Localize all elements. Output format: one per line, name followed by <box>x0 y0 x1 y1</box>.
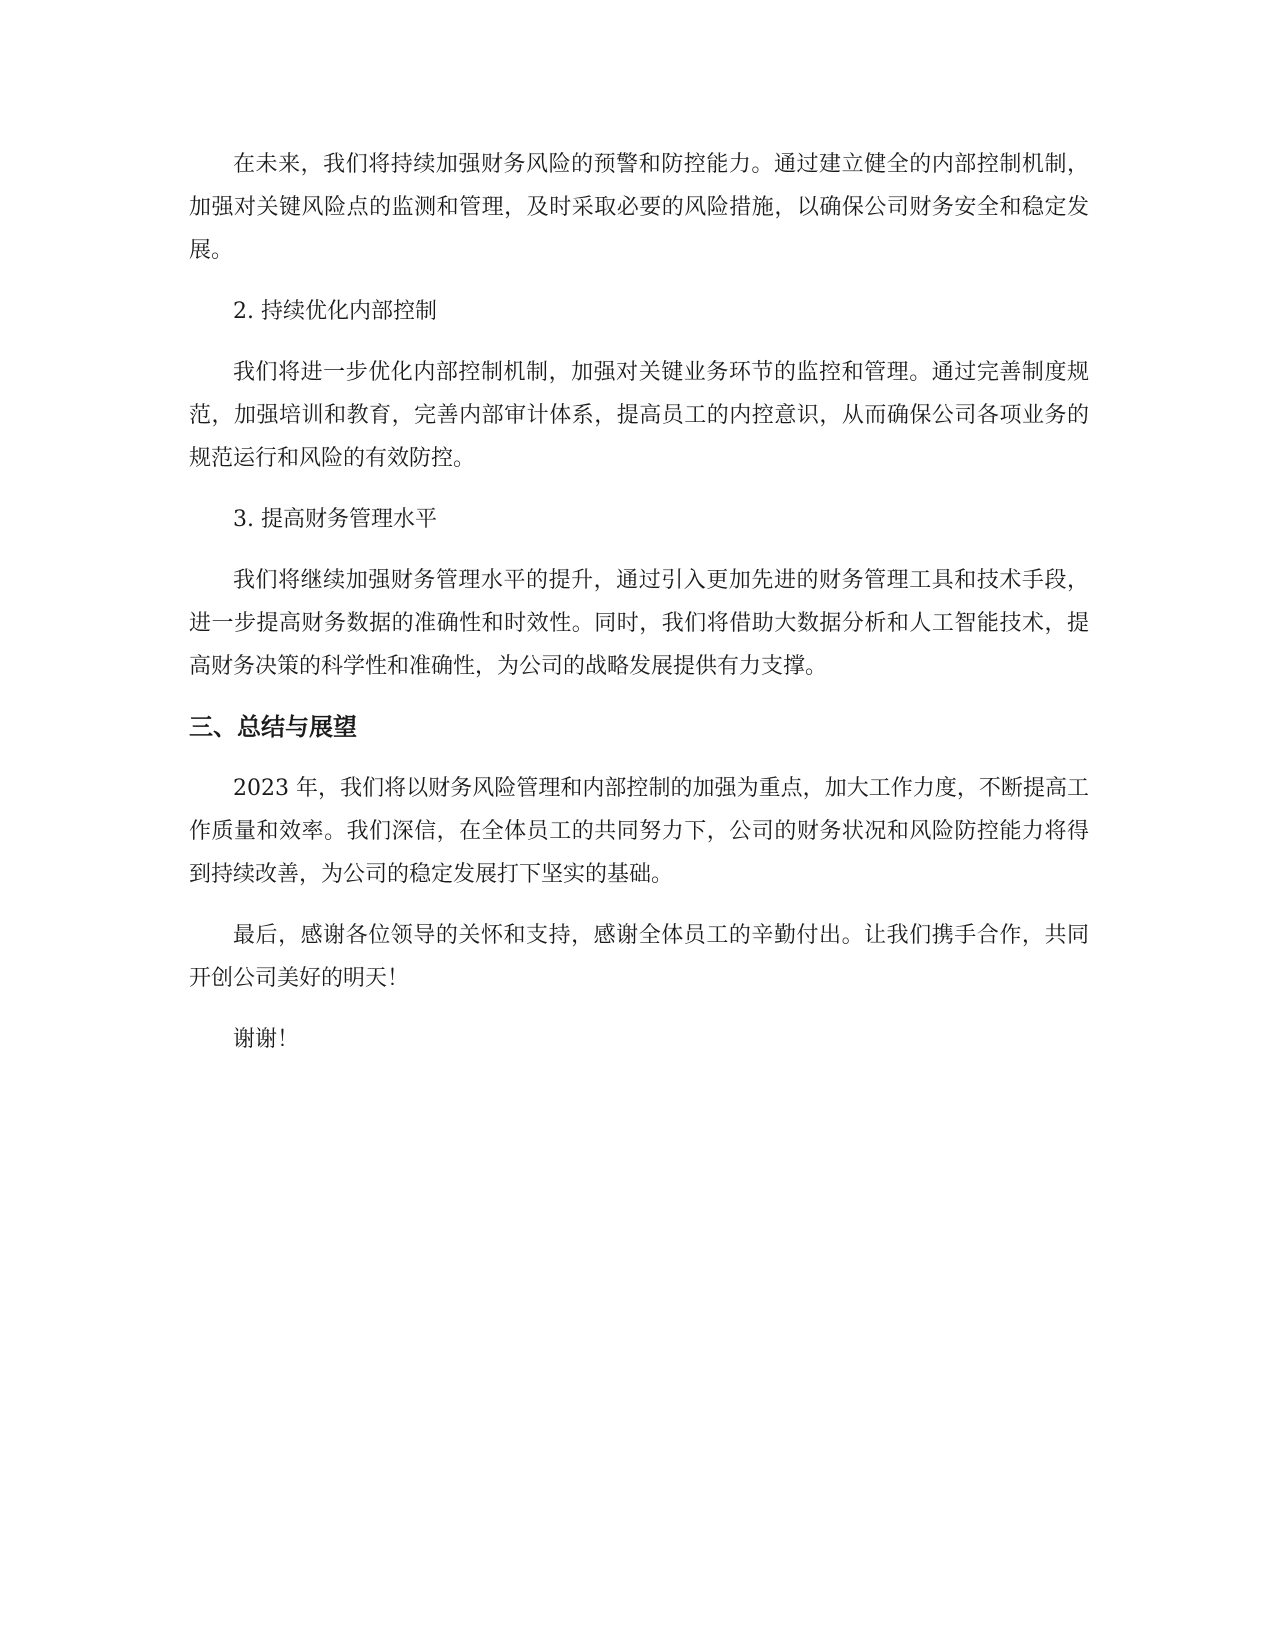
paragraph-closing: 谢谢！ <box>233 1027 300 1052</box>
paragraph-internal-control: 我们将进一步优化内部控制机制，加强对关键业务环节的监控和管理。通过完善制度规范，加强培训和教育，完善内部审计体系，提高员工的内控意识，从而确保公司各项业务的规范运行和风险的有效防控。 <box>189 360 1089 471</box>
paragraph-risk-warning: 在未来，我们将持续加强财务风险的预警和防控能力。通过建立健全的内部控制机制，加强对关键风险点的监测和管理，及时采取必要的风险措施，以确保公司财务安全和稳定发展。 <box>189 152 1089 263</box>
item-heading-financial-management: 3. 提高财务管理水平 <box>233 507 437 532</box>
paragraph-summary: 2023 年，我们将以财务风险管理和内部控制的加强为重点，加大工作力度，不断提高工作质量和效率。我们深信，在全体员工的共同努力下，公司的财务状况和风险防控能力将得到持续改善，为公司的稳定发展打下坚实的基础。 <box>189 776 1089 887</box>
paragraph-thanks: 最后，感谢各位领导的关怀和支持，感谢全体员工的辛勤付出。让我们携手合作，共同开创公司美好的明天！ <box>189 923 1089 991</box>
item-heading-internal-control: 2. 持续优化内部控制 <box>233 299 437 324</box>
paragraph-financial-management: 我们将继续加强财务管理水平的提升，通过引入更加先进的财务管理工具和技术手段，进一步提高财务数据的准确性和时效性。同时，我们将借助大数据分析和人工智能技术，提高财务决策的科学性和准确性，为公司的战略发展提供有力支撑。 <box>189 568 1089 679</box>
document-body <box>189 143 1089 1079</box>
section-heading-summary: 三、总结与展望 <box>189 713 357 741</box>
